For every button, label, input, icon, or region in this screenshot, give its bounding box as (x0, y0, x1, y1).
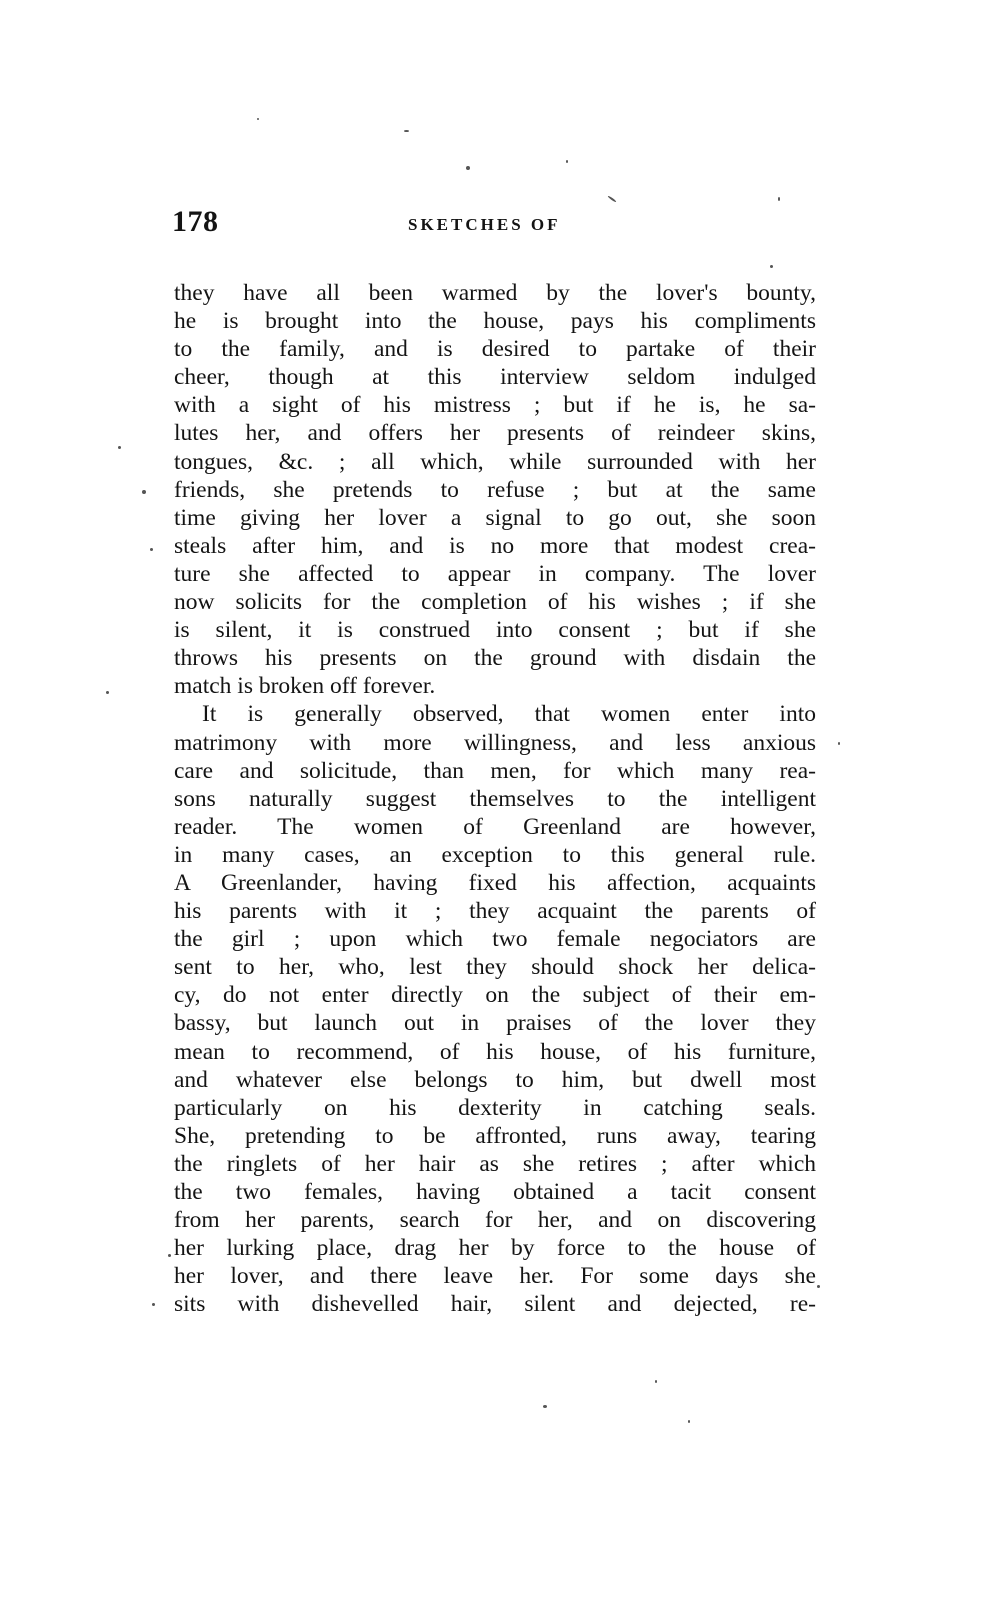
text-line: cy, do not enter directly on the subject of their em- (174, 982, 816, 1009)
text-line: tongues, &c. ; all which, while surrounded with her (174, 448, 816, 475)
text-line: ture she affected to appear in company. The lover (174, 560, 816, 587)
scan-speck (688, 1420, 690, 1423)
text-line: her lurking place, drag her by force to the house of (174, 1235, 816, 1262)
text-line: friends, she pretends to refuse ; but at the same (174, 476, 816, 503)
text-line: time giving her lover a signal to go out, she soon (174, 504, 816, 531)
text-line: reader. The women of Greenland are however, (174, 813, 816, 840)
scan-speck (770, 265, 773, 268)
scan-speck (566, 160, 568, 163)
text-line: and whatever else belongs to him, but dwell most (174, 1066, 816, 1093)
text-line: particularly on his dexterity in catching seals. (174, 1094, 816, 1121)
scan-speck (778, 197, 780, 201)
scan-speck (152, 1303, 155, 1306)
text-line: her lover, and there leave her. For some days she (174, 1263, 816, 1290)
scan-speck (838, 742, 840, 745)
scan-speck (404, 130, 409, 132)
page-header (172, 205, 812, 245)
text-line: sent to her, who, lest they should shock her delica- (174, 954, 816, 981)
scan-speck (543, 1405, 547, 1408)
running-head: SKETCHES OF (408, 215, 561, 234)
body-text (174, 279, 816, 1318)
scan-speck (817, 1285, 820, 1288)
text-line: mean to recommend, of his house, of his furniture, (174, 1038, 816, 1065)
text-line: A Greenlander, having fixed his affection, acquaints (174, 869, 816, 896)
text-line: cheer, though at this interview seldom indulged (174, 364, 816, 391)
text-line: steals after him, and is no more that modest crea- (174, 532, 816, 559)
scan-speck (257, 118, 259, 120)
text-line: She, pretending to be affronted, runs away, tearing (174, 1122, 816, 1149)
scan-speck (168, 1254, 171, 1257)
text-line: matrimony with more willingness, and less anxious (174, 729, 816, 756)
text-line: the girl ; upon which two female negociators are (174, 926, 816, 953)
text-line: lutes her, and offers her presents of reindeer skins, (174, 420, 816, 447)
text-line: sits with dishevelled hair, silent and dejected, re- (174, 1291, 816, 1318)
scan-speck (106, 691, 109, 694)
text-line: they have all been warmed by the lover's bounty, (174, 280, 816, 306)
scan-speck (655, 1380, 657, 1383)
text-line: match is broken off forever. (174, 673, 436, 700)
scan-speck (607, 195, 616, 202)
text-line: from her parents, search for her, and on discovering (174, 1207, 816, 1234)
text-line: sons naturally suggest themselves to the intelligent (174, 785, 816, 812)
text-line: bassy, but launch out in praises of the lover they (174, 1010, 816, 1037)
text-line: care and solicitude, than men, for which many rea- (174, 757, 816, 784)
scan-speck (142, 490, 146, 494)
text-line: to the family, and is desired to partake of their (174, 336, 816, 363)
page-number: 178 (172, 205, 219, 238)
scan-speck (118, 446, 121, 449)
text-line: the two females, having obtained a tacit consent (174, 1179, 816, 1205)
text-line: is silent, it is construed into consent ; but if she (174, 617, 816, 644)
text-line: he is brought into the house, pays his compliments (174, 308, 816, 335)
text-line: in many cases, an exception to this general rule. (174, 841, 816, 868)
text-line: It is generally observed, that women enter into (202, 701, 816, 728)
text-line: with a sight of his mistress ; but if he is, he sa- (174, 392, 816, 419)
scan-speck (150, 548, 153, 551)
text-line: the ringlets of her hair as she retires ; after which (174, 1150, 816, 1177)
text-line: throws his presents on the ground with disdain the (174, 645, 816, 672)
scan-speck (466, 166, 470, 170)
text-line: now solicits for the completion of his wishes ; if she (174, 589, 816, 616)
text-line: his parents with it ; they acquaint the parents of (174, 898, 816, 925)
